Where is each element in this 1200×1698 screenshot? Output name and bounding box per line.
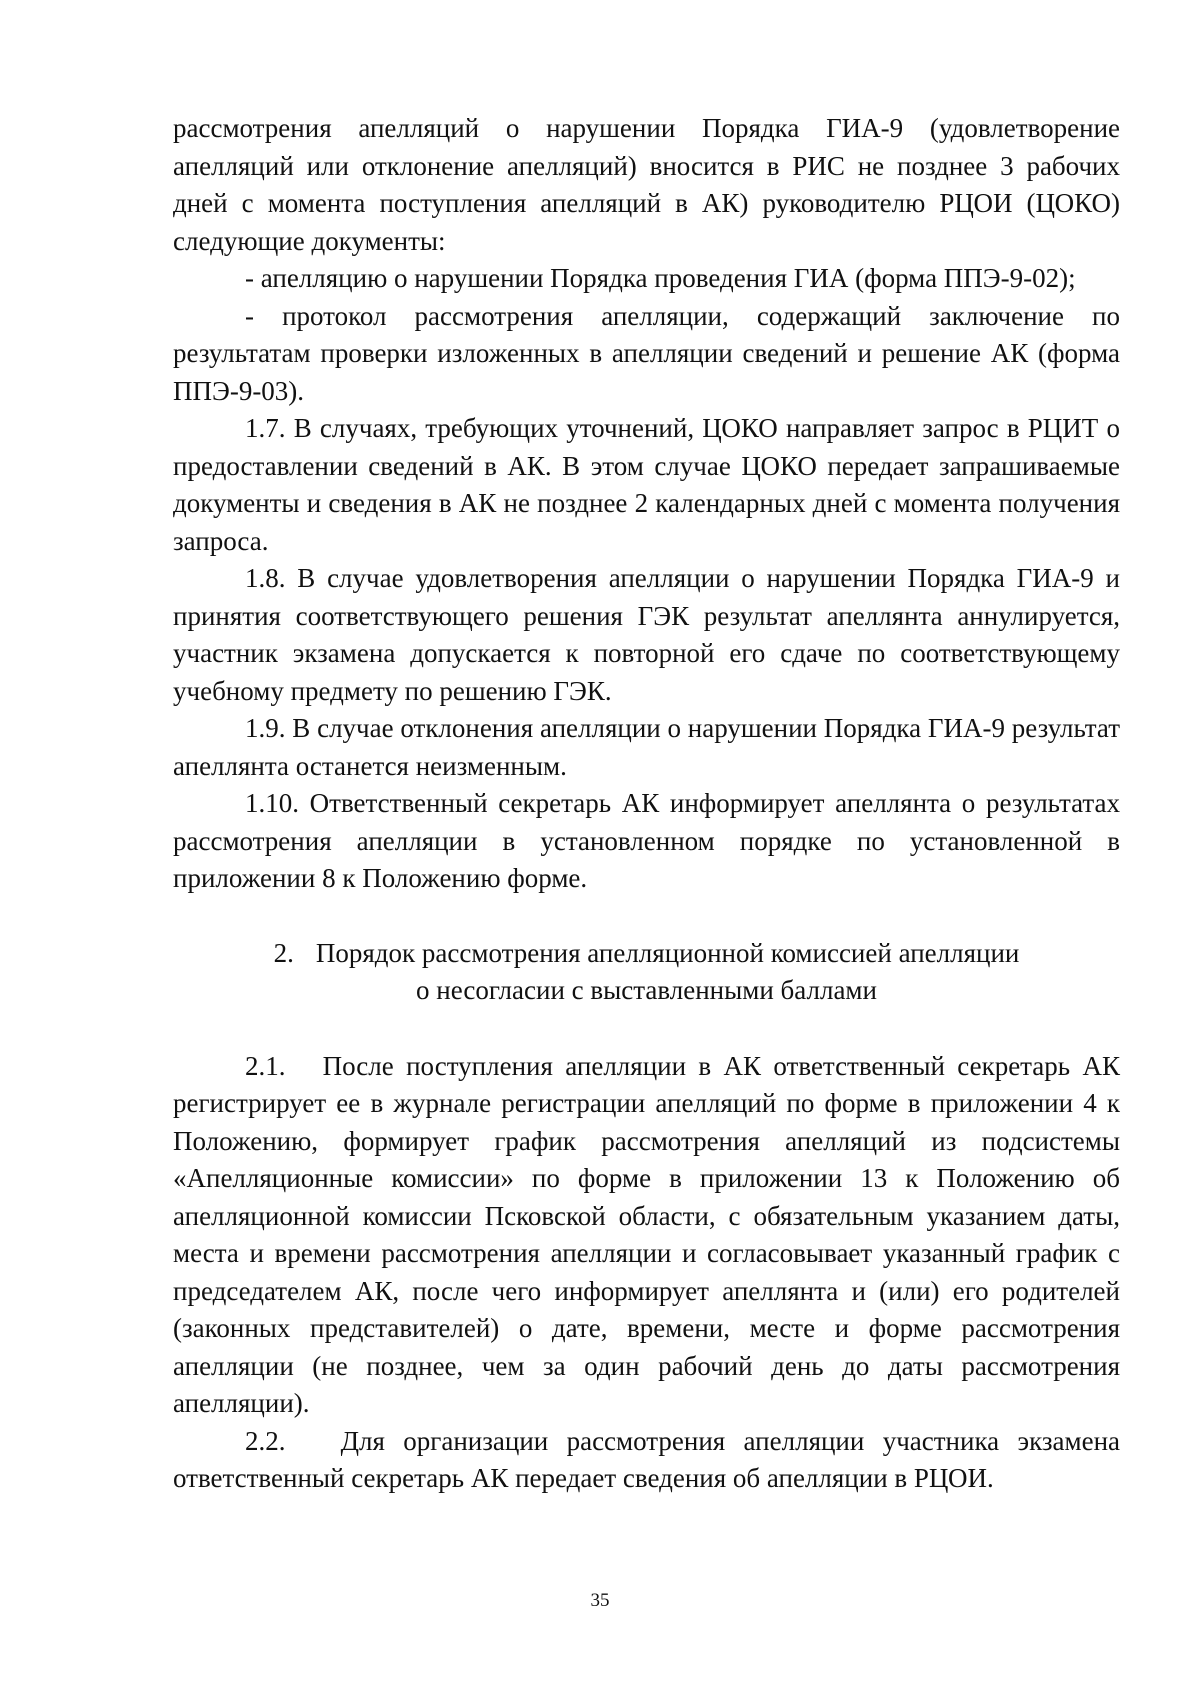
list-item-appeal-form: - апелляцию о нарушении Порядка проведения ГИА (форма ППЭ-9-02);: [245, 263, 1076, 293]
paragraph-continuation: рассмотрения апелляций о нарушении Порядка ГИА-9 (удовлетворение апелляций или отклонение апелляций) вносится в РИС не позднее 3 рабочих дней с момента поступления апелляций в АК) руководителю РЦОИ (ЦОКО) следующие документы:: [173, 113, 1120, 256]
section-heading-line1: [173, 935, 1120, 973]
section-heading: [173, 935, 1120, 1010]
paragraph-1-8: 1.8. В случае удовлетворения апелляции о нарушении Порядка ГИА-9 и принятия соответствующего решения ГЭК результат апеллянта аннулируется, участник экзамена допускается к повторной его сдаче по соответствующему учебному предмету по решению ГЭК.: [173, 563, 1120, 706]
paragraph-2-1: 2.1. После поступления апелляции в АК ответственный секретарь АК регистрирует ее в журнале регистрации апелляций по форме в приложении 4 к Положению, формирует график рассмотрения апелляций из подсистемы «Апелляционные комиссии» по форме в приложении 13 к Положению об апелляционной комиссии Псковской области, с обязательным указанием даты, места и времени рассмотрения апелляции и согласовывает указанный график с председателем АК, после чего информирует апеллянта и (или) его родителей (законных представителей) о дате, времени, месте и форме рассмотрения апелляции (не позднее, чем за один рабочий день до даты рассмотрения апелляции).: [173, 1050, 1127, 1418]
page-number: 35: [590, 1590, 610, 1611]
document-page: [173, 110, 1127, 1498]
paragraph-1-7: 1.7. В случаях, требующих уточнений, ЦОКО направляет запрос в РЦИТ о предоставлении сведений в АК. В этом случае ЦОКО передает запрашиваемые документы и сведения в АК не позднее 2 календарных дней с момента получения запроса.: [173, 413, 1120, 556]
section-title-line1: Порядок рассмотрения апелляционной комиссией апелляции: [315, 937, 1020, 968]
paragraph-1-10: 1.10. Ответственный секретарь АК информирует апеллянта о результатах рассмотрения апелляции в установленном порядке по установленной в приложении 8 к Положению форме.: [173, 788, 1120, 893]
paragraph-2-2: 2.2. Для организации рассмотрения апелляции участника экзамена ответственный секретарь АК передает сведения об апелляции в РЦОИ.: [173, 1425, 1127, 1493]
section-number: 2.: [273, 937, 294, 968]
list-item-protocol: - протокол рассмотрения апелляции, содержащий заключение по результатам проверки изложенных в апелляции сведений и решение АК (форма ППЭ-9-03).: [173, 300, 1120, 406]
paragraph-1-9: 1.9. В случае отклонения апелляции о нарушении Порядка ГИА-9 результат апеллянта останется неизменным.: [173, 713, 1120, 781]
section-title-line2: о несогласии с выставленными баллами: [416, 975, 877, 1005]
